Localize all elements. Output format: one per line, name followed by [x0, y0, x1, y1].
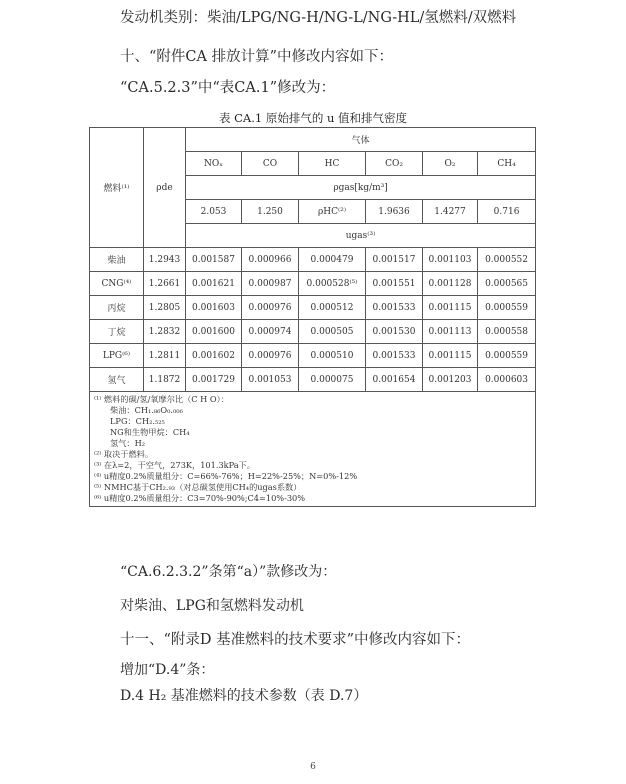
fuel-name: 氢气 — [90, 368, 144, 392]
u-value: 0.000558 — [478, 320, 536, 344]
u-value: 0.001115 — [423, 296, 478, 320]
add-d4-line: 增加“D.4”条： — [120, 662, 215, 678]
u-value: 0.001053 — [242, 368, 299, 392]
gas-header: 气体 — [186, 128, 536, 152]
gas-density: 1.250 — [242, 200, 299, 224]
u-value: 0.001533 — [366, 296, 423, 320]
u-value: 0.001530 — [366, 320, 423, 344]
u-value: 0.001602 — [186, 344, 242, 368]
u-value: 0.000559 — [478, 296, 536, 320]
gas-density: 0.716 — [478, 200, 536, 224]
u-value: 0.000565 — [478, 272, 536, 296]
u-value: 0.001729 — [186, 368, 242, 392]
table-note: ⁽⁵⁾ NMHC基于CH₂.₉₃（对总碳氢使用CH₄的ugas系数） — [94, 482, 302, 492]
fuel-name: LPG⁽⁶⁾ — [90, 344, 144, 368]
d4-title: D.4 H₂ 基准燃料的技术参数（表 D.7） — [120, 688, 368, 704]
u-value: 0.000479 — [299, 248, 366, 272]
rho-value: 1.2943 — [144, 248, 186, 272]
u-value: 0.000510 — [299, 344, 366, 368]
engine-category-line: 发动机类别：柴油/LPG/NG-H/NG-L/NG-HL/氢燃料/双燃料 — [120, 10, 517, 26]
table-notes — [90, 392, 536, 507]
u-value: 0.000987 — [242, 272, 299, 296]
fuel-name: 柴油 — [90, 248, 144, 272]
gas-name: CO — [242, 152, 299, 176]
gas-name: O₂ — [423, 152, 478, 176]
u-value: 0.000075 — [299, 368, 366, 392]
rho-value: 1.2811 — [144, 344, 186, 368]
u-value: 0.001203 — [423, 368, 478, 392]
rho-value: 1.2832 — [144, 320, 186, 344]
u-value: 0.001113 — [423, 320, 478, 344]
u-value: 0.001533 — [366, 344, 423, 368]
rho-gas-header: ρgas[kg/m³] — [186, 176, 536, 200]
u-value-table — [89, 127, 536, 507]
table-row — [90, 272, 536, 296]
gas-name: HC — [299, 152, 366, 176]
gas-name: CH₄ — [478, 152, 536, 176]
fuel-name: 丁烷 — [90, 320, 144, 344]
page-number: 6 — [310, 762, 316, 772]
table-row — [90, 368, 536, 392]
u-value: 0.001603 — [186, 296, 242, 320]
u-value: 0.000974 — [242, 320, 299, 344]
table-note: ⁽²⁾ 取决于燃料。 — [94, 449, 154, 459]
gas-density: ρHC⁽²⁾ — [299, 200, 366, 224]
fuel-name: CNG⁽⁴⁾ — [90, 272, 144, 296]
u-value: 0.001115 — [423, 344, 478, 368]
u-value: 0.001621 — [186, 272, 242, 296]
table-note: 柴油：CH₁.₈₆O₀.₀₀₆ — [110, 405, 183, 415]
table-note: ⁽¹⁾ 燃料的碳/氢/氧摩尔比（C H O）： — [94, 394, 229, 404]
fuel-name: 丙烷 — [90, 296, 144, 320]
u-value: 0.001103 — [423, 248, 478, 272]
gas-density: 1.4277 — [423, 200, 478, 224]
section11-heading: 十一、“附录D 基准燃料的技术要求”中修改内容如下： — [120, 632, 471, 648]
u-value: 0.000966 — [242, 248, 299, 272]
u-value: 0.001654 — [366, 368, 423, 392]
gas-density: 2.053 — [186, 200, 242, 224]
rho-value: 1.2805 — [144, 296, 186, 320]
u-value: 0.001551 — [366, 272, 423, 296]
section10-heading: 十、“附件CA 排放计算”中修改内容如下： — [120, 49, 393, 65]
table-note: 氢气：H₂ — [110, 438, 145, 448]
u-gas-header: ugas⁽³⁾ — [186, 224, 536, 248]
gas-name: CO₂ — [366, 152, 423, 176]
gas-density: 1.9636 — [366, 200, 423, 224]
table-row — [90, 320, 536, 344]
ca6-instruction: “CA.6.2.3.2”条第“a）”款修改为： — [120, 564, 337, 580]
u-value: 0.000976 — [242, 344, 299, 368]
u-value: 0.001587 — [186, 248, 242, 272]
u-value: 0.001517 — [366, 248, 423, 272]
u-value: 0.000603 — [478, 368, 536, 392]
u-value: 0.000552 — [478, 248, 536, 272]
rho-value: 1.1872 — [144, 368, 186, 392]
table-note: ⁽⁶⁾ u精度0.2%质量组分：C3=70%-90%;C4=10%-30% — [94, 493, 306, 503]
u-value: 0.001128 — [423, 272, 478, 296]
u-value: 0.000976 — [242, 296, 299, 320]
u-value: 0.000528⁽⁵⁾ — [299, 272, 366, 296]
table-note: LPG：CH₂.₅₂₅ — [110, 416, 165, 426]
table-row — [90, 344, 536, 368]
table-caption: 表 CA.1 原始排气的 u 值和排气密度 — [218, 111, 408, 125]
u-value: 0.001600 — [186, 320, 242, 344]
fuel-header: 燃料⁽¹⁾ — [90, 128, 144, 248]
table-note: ⁽³⁾ 在λ=2，干空气，273K，101.3kPa下。 — [94, 460, 256, 470]
table-note: ⁽⁴⁾ u精度0.2%质量组分：C=66%-76%；H=22%-25%；N=0%-12% — [94, 471, 358, 481]
table-note: NG和生物甲烷：CH₄ — [110, 427, 190, 437]
rho-de-header: ρde — [144, 128, 186, 248]
rho-value: 1.2661 — [144, 272, 186, 296]
gas-name: NOₓ — [186, 152, 242, 176]
ca5-instruction: “CA.5.2.3”中“表CA.1”修改为： — [120, 80, 336, 96]
ca6-content: 对柴油、LPG和氢燃料发动机 — [120, 598, 304, 614]
table-row — [90, 248, 536, 272]
u-value: 0.000505 — [299, 320, 366, 344]
u-value: 0.000559 — [478, 344, 536, 368]
u-value: 0.000512 — [299, 296, 366, 320]
table-row — [90, 296, 536, 320]
